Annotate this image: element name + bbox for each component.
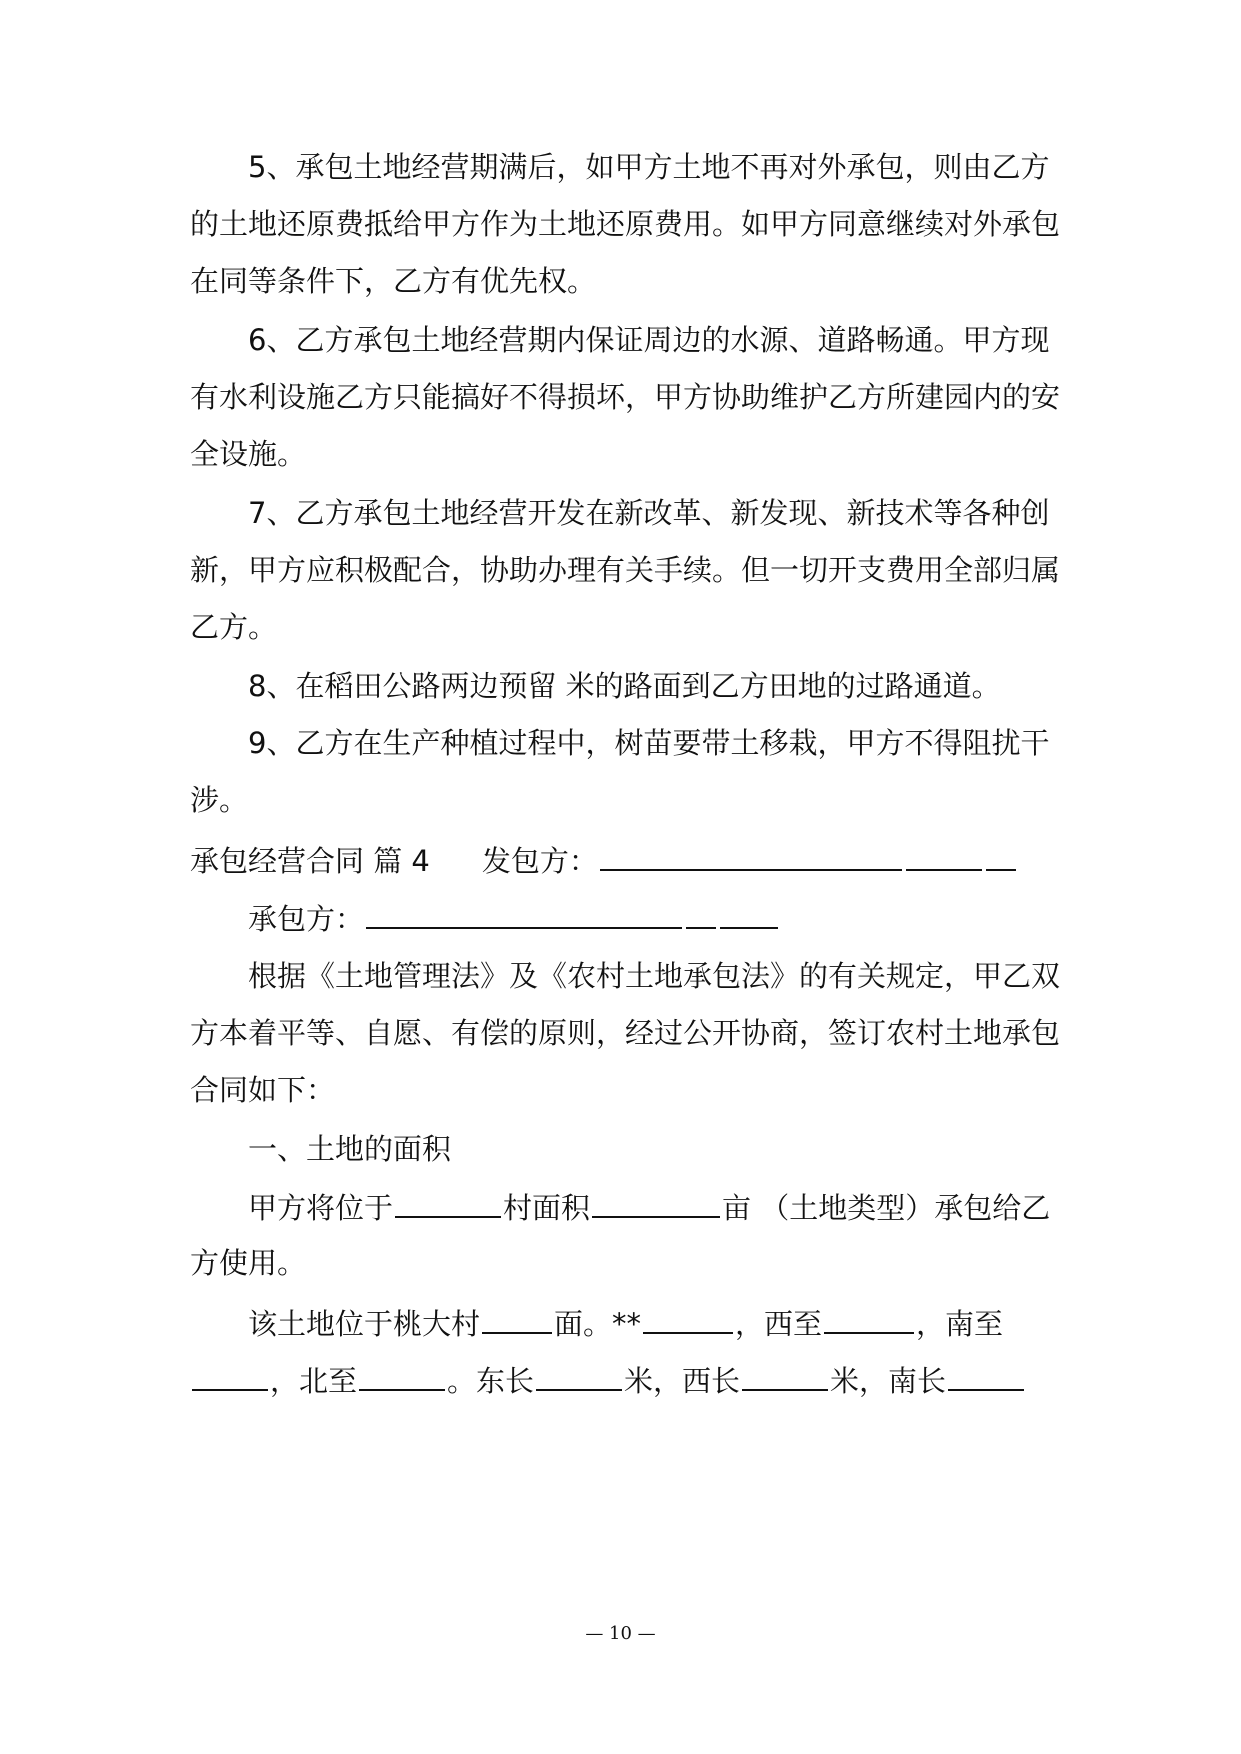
intro-line-1: 根据《土地管理法》及《农村土地承包法》的有关规定，甲乙双 bbox=[248, 959, 1061, 993]
west-to-blank bbox=[824, 1302, 914, 1334]
location-line-1 bbox=[248, 1302, 1128, 1344]
paragraph-9-line-2: 涉。 bbox=[190, 783, 249, 817]
location-text-h: 米，南长 bbox=[830, 1364, 947, 1398]
west-length-blank bbox=[742, 1359, 828, 1391]
area-text-a: 甲方将位于 bbox=[248, 1191, 394, 1225]
party-a-blank-2 bbox=[906, 839, 982, 871]
location-text-e: ，北至 bbox=[270, 1364, 358, 1398]
north-to-blank bbox=[359, 1359, 445, 1391]
area-line-1 bbox=[248, 1186, 1128, 1228]
party-b-blank bbox=[366, 897, 682, 929]
location-text-c: ，西至 bbox=[735, 1307, 823, 1341]
paragraph-8-line-1: 8、在稻田公路两边预留 米的路面到乙方田地的过路通道。 bbox=[248, 669, 1001, 703]
area-line-2: 方使用。 bbox=[190, 1246, 307, 1280]
paragraph-5-line-3: 在同等条件下，乙方有优先权。 bbox=[190, 264, 597, 298]
east-to-blank bbox=[643, 1302, 733, 1334]
location-line-2 bbox=[190, 1359, 1070, 1401]
paragraph-7-line-3: 乙方。 bbox=[190, 610, 278, 644]
party-a-blank-3 bbox=[986, 839, 1016, 871]
section-heading: 承包经营合同 篇 4 bbox=[190, 844, 430, 878]
party-a-label: 发包方： bbox=[481, 844, 598, 878]
location-text-g: 米，西长 bbox=[624, 1364, 741, 1398]
intro-line-2: 方本着平等、自愿、有偿的原则，经过公开协商，签订农村土地承包 bbox=[190, 1016, 1061, 1050]
page-number: — 10 — bbox=[585, 1623, 656, 1644]
paragraph-6-line-2: 有水利设施乙方只能搞好不得损坏，甲方协助维护乙方所建园内的安 bbox=[190, 380, 1061, 414]
east-length-blank bbox=[536, 1359, 622, 1391]
party-b-blank-2 bbox=[686, 897, 716, 929]
party-b-blank-3 bbox=[720, 897, 778, 929]
area-text-b: 村面积 bbox=[503, 1191, 591, 1225]
clause-1-title: 一、土地的面积 bbox=[248, 1132, 452, 1166]
direction-blank bbox=[482, 1302, 552, 1334]
paragraph-9-line-1: 9、乙方在生产种植过程中，树苗要带土移栽，甲方不得阻扰干 bbox=[248, 726, 1050, 760]
location-text-b: 面。** bbox=[554, 1307, 642, 1341]
paragraph-6-line-1: 6、乙方承包土地经营期内保证周边的水源、道路畅通。甲方现 bbox=[248, 323, 1050, 357]
area-size-blank bbox=[592, 1186, 720, 1218]
location-text-f: 。东长 bbox=[447, 1364, 535, 1398]
south-to-blank bbox=[192, 1359, 268, 1391]
location-text-d: ，南至 bbox=[916, 1307, 1004, 1341]
location-text-a: 该土地位于桃大村 bbox=[248, 1307, 481, 1341]
party-b-line bbox=[248, 897, 1128, 939]
paragraph-7-line-1: 7、乙方承包土地经营开发在新改革、新发现、新技术等各种创 bbox=[248, 496, 1050, 530]
paragraph-7-line-2: 新，甲方应积极配合，协助办理有关手续。但一切开支费用全部归属 bbox=[190, 553, 1061, 587]
village-blank bbox=[395, 1186, 501, 1218]
party-a-blank bbox=[600, 839, 902, 871]
south-length-blank bbox=[948, 1359, 1024, 1391]
paragraph-5-line-1: 5、承包土地经营期满后，如甲方土地不再对外承包，则由乙方 bbox=[248, 150, 1050, 184]
section-heading-line bbox=[190, 839, 1070, 881]
area-text-c: 亩 （土地类型）承包给乙 bbox=[722, 1191, 1051, 1225]
party-b-label: 承包方： bbox=[248, 902, 365, 936]
paragraph-5-line-2: 的土地还原费抵给甲方作为土地还原费用。如甲方同意继续对外承包 bbox=[190, 207, 1061, 241]
intro-line-3: 合同如下： bbox=[190, 1073, 336, 1107]
paragraph-6-line-3: 全设施。 bbox=[190, 437, 307, 471]
